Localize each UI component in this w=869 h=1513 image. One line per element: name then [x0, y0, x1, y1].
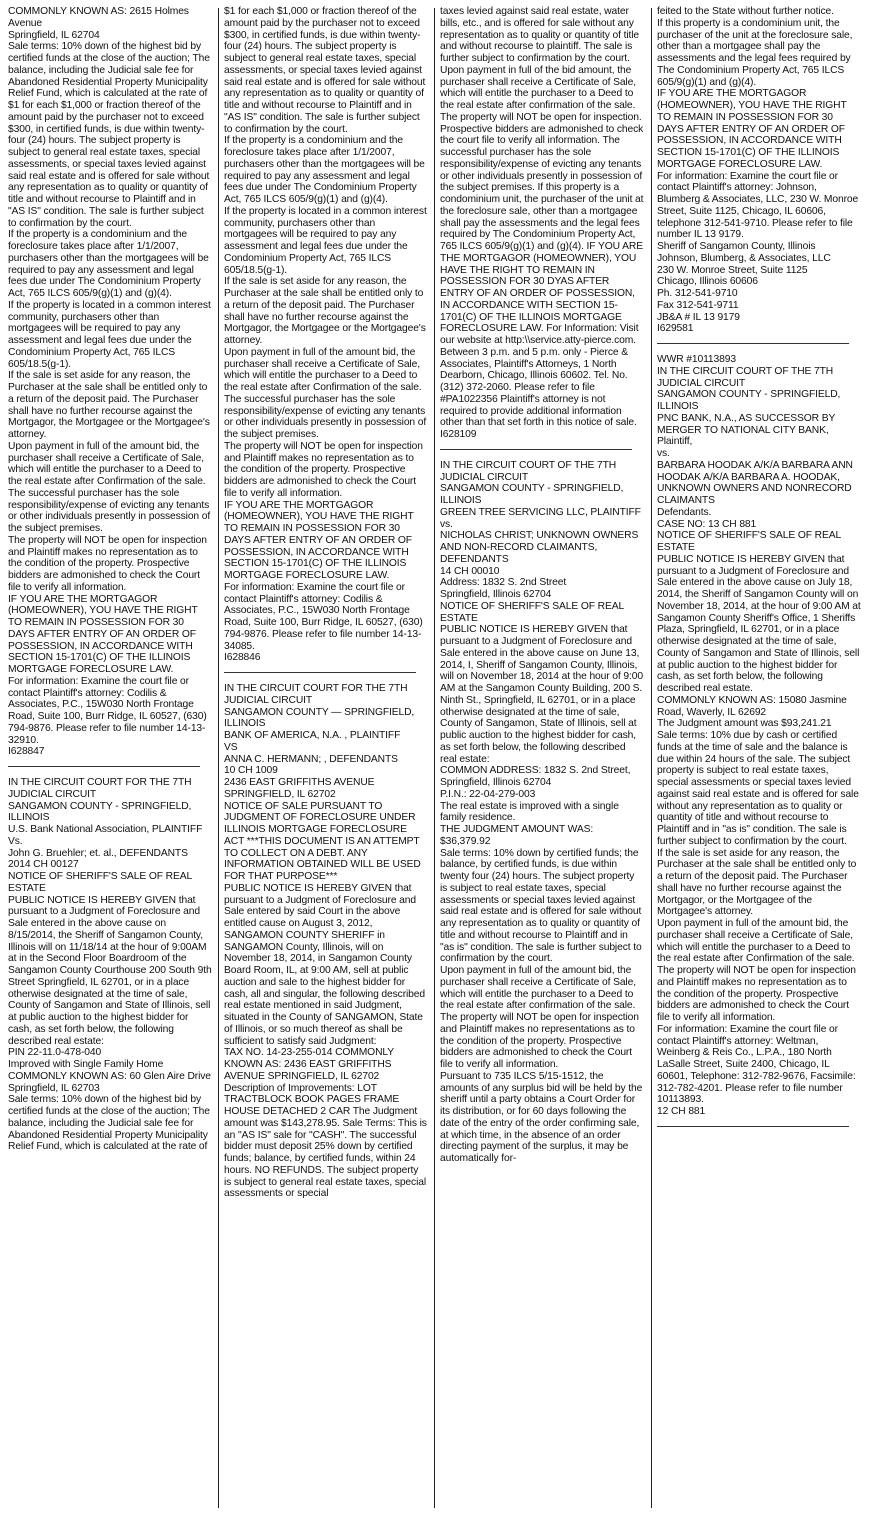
notice-separator: [657, 343, 849, 344]
column-2: [224, 6, 428, 1511]
column-1: [8, 6, 212, 1511]
notice-continued-60-glen-aire: $1 for each $1,000 or fraction thereof of the amount paid by the purchaser not to exceed $300, in certified funds, is due within twenty-four (24) hours. The subject property is subject to general real estate taxes, special assessments, or special taxes levied against said real estate and is offered for sale without any representation as to quality or quantity of title and without recourse to Plaintiff and in "AS IS" condition. The sale is further subject to confirmation by the court. If the property is a condominium and the foreclosure takes place after 1/1/2007, purchasers other than the mortgagees will be required to pay any assessment and legal fees due under The Condominium Property Act, 765 ILCS 605/9(g)(1) and (g)(4). If the property is located in a common interest community, purchasers other than mortgagees will be required to pay any assessment and legal fees due under the Condominium Property Act, 765 ILCS 605/18.5(g-1). If the sale is set aside for any reason, the Purchaser at the sale shall be entitled only to a return of the deposit paid. The Purchaser shall have no further recourse against the Mortgagor, the Mortgagee or the Mortgagee's attorney. Upon payment in full of the amount bid, the purchaser shall receive a Certificate of Sale, which will entitle the purchaser to a Deed to the real estate after Confirmation of the sale. The successful purchaser has the sole responsibility/expense of evicting any tenants or other individuals presently in possession of the subject premises. The property will NOT be open for inspection and Plaintiff makes no representation as to the condition of the property. Prospective bidders are admonished to check the Court file to verify all information. IF YOU ARE THE MORTGAGOR (HOMEOWNER), YOU HAVE THE RIGHT TO REMAIN IN POSSESSION FOR 30 DAYS AFTER ENTRY OF AN ORDER OF POSSESSION, IN ACCORDANCE WITH SECTION 15-1701(C) OF THE ILLINOIS MORTGAGE FORECLOSURE LAW. For information: Examine the court file or contact Plaintiff's attorney: Codilis & Associates, P.C., 15W030 North Frontage Road, Suite 100, Burr Ridge, IL 60527, (630) 794-9876. Please refer to file number 14-13-34085. I628846: [224, 6, 427, 664]
notice-separator: [440, 449, 632, 450]
notice-bank-of-america-v-hermann: IN THE CIRCUIT COURT FOR THE 7TH JUDICIAL CIRCUIT SANGAMON COUNTY — SPRINGFIELD, ILLINOIS BANK OF AMERICA, N.A. , PLAINTIFF VS ANNA C. HERMANN; , DEFENDANTS 10 CH 1009 2436 EAST GRIFFITHS AVENUE SPRINGFIELD, IL 62702 NOTICE OF SALE PURSUANT TO JUDGMENT OF FORECLOSURE UNDER ILLINOIS MORTGAGE FORECLOSURE ACT ***THIS DOCUMENT IS AN ATTEMPT TO COLLECT ON A DEBT. ANY INFORMATION OBTAINED WILL BE USED FOR THAT PURPOSE*** PUBLIC NOTICE IS HEREBY GIVEN that pursuant to a Judgment of Foreclosure and Sale entered by said Court in the above entitled cause on August 3, 2012, SANGAMON COUNTY SHERIFF in SANGAMON County, Illinois, will on November 18, 2014, in Sangamon County Board Room, IL, at 9:00 AM, sell at public auction and sale to the highest bidder for cash, all and singular, the following described real estate mentioned in said Judgment, situated in the County of SANGAMON, State of Illinois, or so much thereof as shall be sufficient to satisfy said Judgment: TAX NO. 14-23-255-014 COMMONLY KNOWN AS: 2436 EAST GRIFFITHS AVENUE SPRINGFIELD, IL 62702 Description of Improvements: LOT TRACTBLOCK BOOK PAGES FRAME HOUSE DETACHED 2 CAR The Judgment amount was $143,278.95. Sale Terms: This is an "AS IS" sale for "CASH". The successful bidder must deposit 25% down by certified funds; balance, by certified funds, within 24 hours. NO REFUNDS. The subject property is subject to general real estate taxes, special assessments or special: [224, 683, 427, 1200]
column-3: [440, 6, 644, 1511]
notice-continued-griffiths-avenue: taxes levied against said real estate, water bills, etc., and is offered for sale without any representation as to quality or quantity of title and without recourse to plaintiff. The sale is further subject to confirmation by the court. Upon payment in full of the bid amount, the purchaser shall receive a Certificate of Sale, which will entitle the purchaser to a Deed to the real estate after confirmation of the sale. The property will NOT be open for inspection. Prospective bidders are admonished to check the court file to verify all information. The successful purchaser has the sole responsibility/expense of evicting any tenants or other individuals presently in possession of the subject premises. If this property is a condominium unit, the purchaser of the unit at the foreclosure sale, other than a mortgagee shall pay the assessments and the legal fees required by The Condominium Property Act, 765 ILCS 605/9(g)(1) and (g)(4). IF YOU ARE THE MORTGAGOR (HOMEOWNER), YOU HAVE THE RIGHT TO REMAIN IN POSSESSION FOR 30 DYAS AFTER ENTRY OF AN ORDER OF POSSESSION, IN ACCORDANCE WITH SECTION 15-1701(C) OF THE ILLINOIS MORTGAGE FORECLOSURE LAW. For Information: Visit our website at http:\\service.atty-pierce.com. Between 3 p.m. and 5 p.m. only - Pierce & Associates, Plaintiff's Attorneys, 1 North Dearborn, Chicago, Illinois 60602. Tel. No. (312) 372-2060. Please refer to file #PA1022356 Plaintiff's attorney is not required to provide additional information other than that set forth in this notice of sale. I628109: [440, 6, 644, 440]
notice-separator: [224, 672, 416, 673]
notice-separator: [657, 1126, 849, 1127]
column-divider: [651, 8, 652, 1508]
notice-green-tree-v-christ: IN THE CIRCUIT COURT OF THE 7TH JUDICIAL CIRCUIT SANGAMON COUNTY - SPRINGFIELD, ILLINOIS GREEN TREE SERVICING LLC, PLAINTIFF vs. NICHOLAS CHRIST; UNKNOWN OWNERS AND NON-RECORD CLAIMANTS, DEFENDANTS 14 CH 00010 Address: 1832 S. 2nd Street Springfield, Illinois 62704 NOTICE OF SHERIFF'S SALE OF REAL ESTATE PUBLIC NOTICE IS HEREBY GIVEN that pursuant to a Judgment of Foreclosure and Sale entered in the above cause on June 13, 2014, I, Sheriff of Sangamon County, Illinois, will on November 18, 2014 at the hour of 9:00 AM at the Sangamon County Building, 200 S. Ninth St., Springfield, IL 62701, or in a place otherwise designated at the time of sale, County of Sangamon, State of Illinois, sell at public auction to the highest bidder for cash, as set forth below, the following described real estate: COMMON ADDRESS: 1832 S. 2nd Street, Springfield, Illinois 62704 P.I.N.: 22-04-279-003 The real estate is improved with a single family residence. THE JUDGMENT AMOUNT WAS: $36,379.92 Sale terms: 10% down by certified funds; the balance, by certified funds, is due within twenty four (24) hours. The subject property is subject to real estate taxes, special assessments or special taxes levied against said real estate and is offered for sale without any representation as to quality or quantity of title and without recourse to Plaintiff and in "as is" condition. The sale is further subject to confirmation by the court. Upon payment in full of the amount bid, the purchaser shall receive a Certificate of Sale, which will entitle the purchaser to a Deed to the real estate after confirmation of the sale. The property will NOT be open for inspection and Plaintiff makes no representations as to the condition of the property. Prospective bidders are admonished to check the Court file to verify all information. Pursuant to 735 ILCS 5/15-1512, the amounts of any surplus bid will be held by the sheriff until a party obtains a Court Order for its distribution, or for 60 days following the date of the entry of the order confirming sale, at which time, in the absence of an order directing payment of the surplus, it may be automatically for-: [440, 459, 643, 1164]
notice-separator: [8, 766, 200, 767]
notice-continued-2615-holmes: COMMONLY KNOWN AS: 2615 Holmes Avenue Springfield, IL 62704 Sale terms: 10% down of the highest bid by certified funds at the close of the auction; The balance, including the Judicial sale fee for Abandoned Residential Property Municipality Relief Fund, which is calculated at the rate of $1 for each $1,000 or fraction thereof of the amount paid by the purchaser not to exceed $300, in certified funds, is due within twenty-four (24) hours. The subject property is subject to general real estate taxes, special assessments, or special taxes levied against said real estate and is offered for sale without any representation as to quality or quantity of title and without recourse to Plaintiff and in "AS IS" condition. The sale is further subject to confirmation by the court. If the property is a condominium and the foreclosure takes place after 1/1/2007, purchasers other than the mortgagees will be required to pay any assessment and legal fees due under The Condominium Property Act, 765 ILCS 605/9(g)(1) and (g)(4). If the property is located in a common interest community, purchasers other than mortgagees will be required to pay any assessment and legal fees due under the Condominium Property Act, 765 ILCS 605/18.5(g-1). If the sale is set aside for any reason, the Purchaser at the sale shall be entitled only to a return of the deposit paid. The Purchaser shall have no further recourse against the Mortgagor, the Mortgagee or the Mortgagee's attorney. Upon payment in full of the amount bid, the purchaser shall receive a Certificate of Sale, which will entitle the purchaser to a Deed to the real estate after Confirmation of the sale. The successful purchaser has the sole responsibility/expense of evicting any tenants or other individuals presently in possession of the subject premises. The property will NOT be open for inspection and Plaintiff makes no representation as to the condition of the property. Prospective bidders are admonished to check the Court file to verify all information. IF YOU ARE THE MORTGAGOR (HOMEOWNER), YOU HAVE THE RIGHT TO REMAIN IN POSSESSION FOR 30 DAYS AFTER ENTRY OF AN ORDER OF POSSESSION, IN ACCORDANCE WITH SECTION 15-1701(C) OF THE ILLINOIS MORTGAGE FORECLOSURE LAW. For information: Examine the court file or contact Plaintiff's attorney: Codilis & Associates, P.C., 15W030 North Frontage Road, Suite 100, Burr Ridge, IL 60527, (630) 794-9876. Please refer to file number 14-13-32910. I628847: [8, 6, 211, 758]
column-divider: [434, 8, 435, 1508]
notice-pnc-bank-v-hoodak: WWR #10113893 IN THE CIRCUIT COURT OF THE 7TH JUDICIAL CIRCUIT SANGAMON COUNTY - SPRINGFIELD, ILLINOIS PNC BANK, N.A., AS SUCCESSOR BY MERGER TO NATIONAL CITY BANK, Plaintiff, vs. BARBARA HOODAK A/K/A BARBARA ANN HOODAK A/K/A BARBARA A. HOODAK, UNKNOWN OWNERS AND NONRECORD CLAIMANTS Defendants. CASE NO: 13 CH 881 NOTICE OF SHERIFF'S SALE OF REAL ESTATE PUBLIC NOTICE IS HEREBY GIVEN that pursuant to a Judgment of Foreclosure and Sale entered in the above cause on July 18, 2014, the Sheriff of Sangamon County will on November 18, 2014, at the hour of 9:00 AM at Sangamon County Sheriff's Office, 1 Sheriffs Plaza, Springfield, IL 62701, or in a place otherwise designated at the time of sale, County of Sangamon and State of Illinois, sell at public auction to the highest bidder for cash, as set forth below, the following described real estate. COMMONLY KNOWN AS: 15080 Jasmine Road, Waverly, IL 62692 The Judgment amount was $93,241.21 Sale terms: 10% due by cash or certified funds at the time of sale and the balance is due within 24 hours of the sale. The subject property is subject to real estate taxes, special assessments or special taxes levied against said real estate and is offered for sale without any representation as to quality or quantity of title and without recourse to Plaintiff and in "as is" condition. The sale is further subject to confirmation by the court. If the sale is set aside for any reason, the Purchaser at the sale shall be entitled only to a return of the deposit paid. The Purchaser shall have no further recourse against the Mortgagor, or the Mortgagee of the Mortgagee's attorney. Upon payment in full of the amount bid, the purchaser shall receive a Certificate of Sale, which will entitle the purchaser to a Deed to the real estate after Confirmation of the sale. The property will NOT be open for inspection and Plaintiff makes no representation as to the condition of the property. Prospective bidders are admonished to check the Court file to verify all information. For information: Examine the court file or contact Plaintiff's attorney: Weltman, Weinberg & Reis Co., L.P.A., 180 North LaSalle Street, Suite 2400, Chicago, IL 60601, Telephone: 312-782-9676, Facsimile: 312-782-4201. Please refer to file number 10113893. 12 CH 881: [657, 354, 861, 1117]
column-4: [657, 6, 861, 1511]
notice-us-bank-v-bruehler: IN THE CIRCUIT COURT FOR THE 7TH JUDICIAL CIRCUIT SANGAMON COUNTY - SPRINGFIELD, ILLINOIS U.S. Bank National Association, PLAINTIFF Vs. John G. Bruehler; et. al., DEFENDANTS 2014 CH 00127 NOTICE OF SHERIFF'S SALE OF REAL ESTATE PUBLIC NOTICE IS HEREBY GIVEN that pursuant to a Judgment of Foreclosure and Sale entered in the above cause on 8/15/2014, the Sheriff of Sangamon County, Illinois will on 11/18/14 at the hour of 9:00AM at in the Second Floor Boardroom of the Sangamon County Courthouse 200 South 9th Street Springfield, IL 62701, or in a place otherwise designated at the time of sale, County of Sangamon and State of Illinois, sell at public auction to the highest bidder for cash, as set forth below, the following described real estate: PIN 22-11.0-478-040 Improved with Single Family Home COMMONLY KNOWN AS: 60 Glen Aire Drive Springfield, IL 62703 Sale terms: 10% down of the highest bid by certified funds at the close of the auction; The balance, including the Judicial sale fee for Abandoned Residential Property Municipality Relief Fund, which is calculated at the rate of: [8, 777, 212, 1153]
column-divider: [218, 8, 219, 1508]
notice-continued-2nd-street: feited to the State without further notice. If this property is a condominium unit, the purchaser of the unit at the foreclosure sale, other than a mortgagee shall pay the assessments and the legal fees required by The Condominium Property Act, 765 ILCS 605/9(g)(1) and (g)(4). IF YOU ARE THE MORTGAGOR (HOMEOWNER), YOU HAVE THE RIGHT TO REMAIN IN POSSESSION FOR 30 DAYS AFTER ENTRY OF AN ORDER OF POSSESSION, IN ACCORDANCE WITH SECTION 15-1701(C) OF THE ILLINOIS MORTGAGE FORECLOSURE LAW. For information: Examine the court file or contact Plaintiff's attorney: Johnson, Blumberg & Associates, LLC, 230 W. Monroe Street, Suite 1125, Chicago, IL 60606, telephone 312-541-9710. Please refer to file number IL 13 9179. Sheriff of Sangamon County, Illinois Johnson, Blumberg, & Associates, LLC 230 W. Monroe Street, Suite 1125 Chicago, Illinois 60606 Ph. 312-541-9710 Fax 312-541-9711 JB&A # IL 13 9179 I629581: [657, 6, 859, 335]
